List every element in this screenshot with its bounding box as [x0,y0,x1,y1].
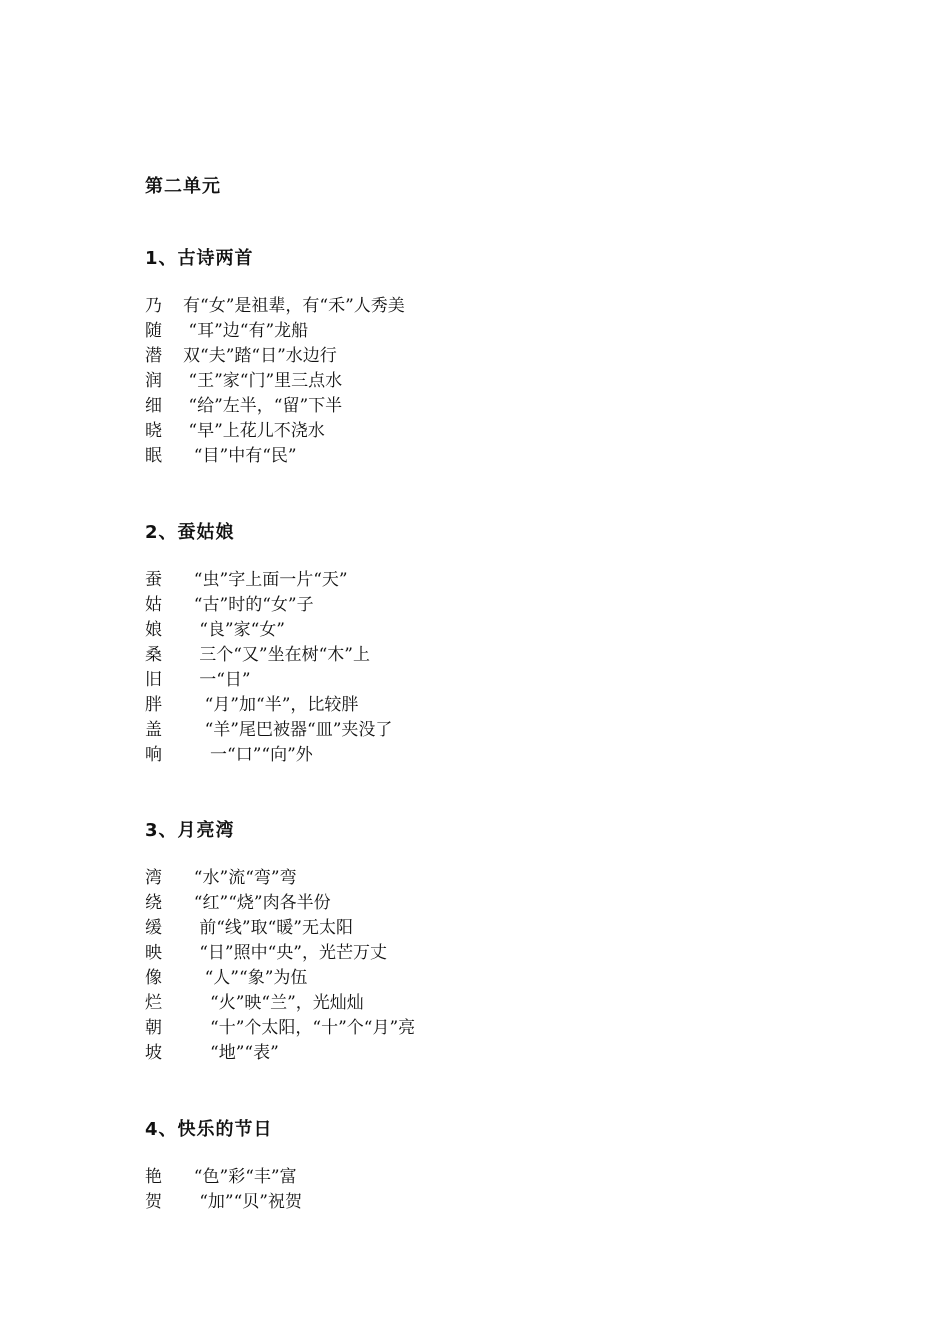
character-entry [145,991,845,1016]
entry-list [145,866,845,1066]
character-entry [145,593,845,618]
entry-mnemonic: “十”个太阳，“十”个“月”亮 [183,1018,416,1038]
character-entry [145,941,845,966]
entry-mnemonic: “良”家“女” [183,620,285,640]
entry-character: 细 [145,396,162,416]
character-entry [145,643,845,668]
entry-mnemonic: “人”“象”为伍 [183,968,308,988]
character-entry [145,718,845,743]
lesson-title: 4、快乐的节日 [145,1119,273,1140]
entry-mnemonic: “日”照中“央”，光芒万丈 [183,943,387,963]
entry-character: 眠 [145,446,162,466]
character-entry [145,394,845,419]
entry-character: 蚕 [145,570,162,590]
entry-character: 坡 [145,1043,162,1063]
entry-character: 缓 [145,918,162,938]
character-entry [145,344,845,369]
entry-character: 胖 [145,695,162,715]
lesson-section [145,818,845,1066]
entry-mnemonic: “火”映“兰”，光灿灿 [183,993,364,1013]
entry-character: 响 [145,745,162,765]
character-entry [145,419,845,444]
character-entry [145,916,845,941]
entry-mnemonic: “地”“表” [183,1043,279,1063]
entry-character: 湾 [145,868,162,888]
entry-character: 艳 [145,1167,162,1187]
character-entry [145,1190,845,1215]
character-entry [145,966,845,991]
character-entry [145,444,845,469]
entry-mnemonic: 三个“又”坐在树“木”上 [183,645,370,665]
entry-mnemonic: “古”时的“女”子 [183,595,314,615]
entry-mnemonic: “月”加“半”，比较胖 [183,695,359,715]
lesson-section [145,520,845,768]
entry-character: 像 [145,968,162,988]
entry-mnemonic: “王”家“门”里三点水 [183,371,343,391]
entry-mnemonic: 前“线”取“暖”无太阳 [183,918,353,938]
entry-character: 烂 [145,993,162,1013]
entry-list [145,568,845,768]
entry-mnemonic: “加”“贝”祝贺 [183,1192,302,1212]
character-entry [145,568,845,593]
character-entry [145,891,845,916]
character-entry [145,618,845,643]
character-entry [145,294,845,319]
entry-list [145,294,845,469]
entry-mnemonic: “羊”尾巴被器“皿”夹没了 [183,720,393,740]
entry-character: 姑 [145,595,162,615]
entry-mnemonic: “早”上花儿不浇水 [183,421,325,441]
entry-character: 贺 [145,1192,162,1212]
entry-list [145,1165,845,1215]
entry-mnemonic: “虫”字上面一片“天” [183,570,348,590]
entry-mnemonic: 一“口”“向”外 [183,745,313,765]
entry-character: 旧 [145,670,162,690]
entry-mnemonic: 一“日” [183,670,251,690]
entry-mnemonic: “目”中有“民” [183,446,297,466]
entry-character: 映 [145,943,162,963]
lesson-title: 2、蚕姑娘 [145,522,235,543]
lesson-section [145,246,845,469]
lesson-title: 3、月亮湾 [145,820,235,841]
entry-character: 绕 [145,893,162,913]
character-entry [145,1165,845,1190]
character-entry [145,319,845,344]
character-entry [145,668,845,693]
entry-character: 盖 [145,720,162,740]
entry-character: 润 [145,371,162,391]
unit-title: 第二单元 [145,176,221,197]
entry-mnemonic: “耳”边“有”龙船 [183,321,309,341]
entry-mnemonic: 双“夫”踏“日”水边行 [183,346,337,366]
entry-character: 随 [145,321,162,341]
character-entry [145,1041,845,1066]
entry-mnemonic: “给”左半，“留”下半 [183,396,343,416]
entry-mnemonic: 有“女”是祖辈，有“禾”人秀美 [183,296,405,316]
character-entry [145,866,845,891]
entry-character: 潜 [145,346,162,366]
entry-character: 桑 [145,645,162,665]
entry-character: 娘 [145,620,162,640]
lesson-title: 1、古诗两首 [145,248,254,269]
character-entry [145,743,845,768]
character-entry [145,693,845,718]
entry-mnemonic: “红”“烧”肉各半份 [183,893,331,913]
entry-character: 朝 [145,1018,162,1038]
entry-character: 晓 [145,421,162,441]
entry-mnemonic: “水”流“弯”弯 [183,868,297,888]
entry-mnemonic: “色”彩“丰”富 [183,1167,297,1187]
entry-character: 乃 [145,296,162,316]
character-entry [145,1016,845,1041]
lesson-section [145,1117,845,1215]
character-entry [145,369,845,394]
